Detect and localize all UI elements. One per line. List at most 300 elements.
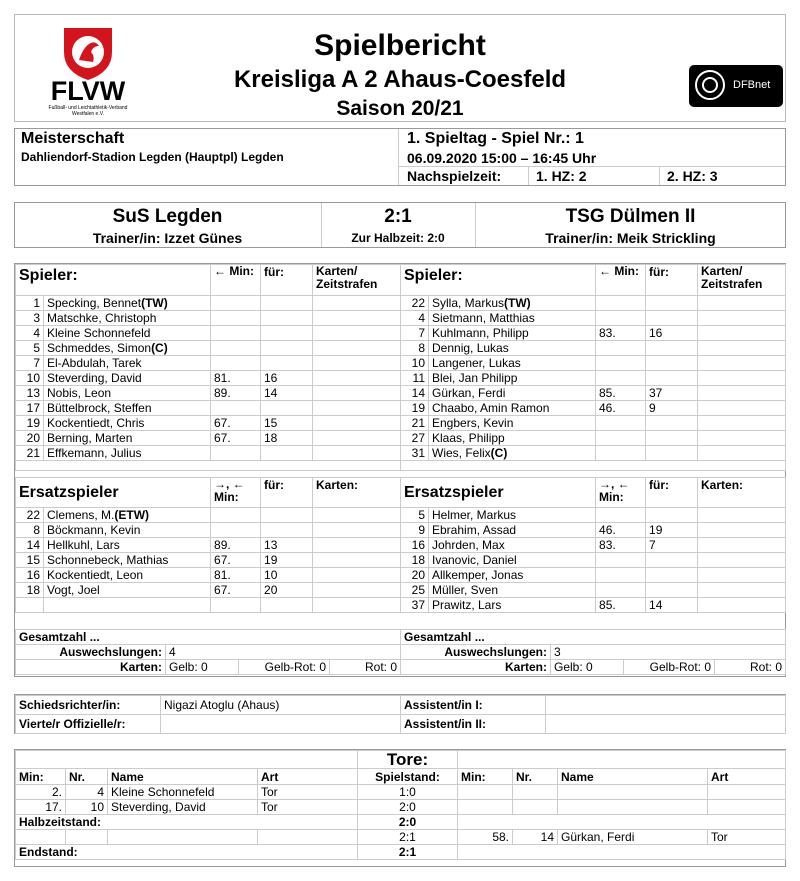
sub-for-number: 13 (261, 538, 313, 553)
player-cards (313, 296, 401, 311)
player-number: 9 (401, 523, 429, 538)
sub-for-number (646, 446, 698, 461)
player-name-cell (44, 401, 211, 416)
player-name-cell (429, 538, 596, 553)
cards-header: Karten/ Zeitstrafen (313, 265, 401, 296)
fourth-official-label: Vierte/r Offizielle/r: (16, 715, 161, 734)
player-number: 19 (16, 416, 44, 431)
sub-minute (211, 326, 261, 341)
player-cards (698, 446, 786, 461)
player-name-cell (429, 598, 596, 613)
sub-minute (211, 311, 261, 326)
sub-for-number (646, 356, 698, 371)
subs-header: Ersatzspieler (401, 478, 596, 508)
player-number: 22 (16, 508, 44, 523)
home-subs-table (15, 477, 401, 613)
sub-for-number: 10 (261, 568, 313, 583)
player-name: Blei, Jan Philipp (432, 371, 518, 385)
player-row (16, 446, 401, 461)
officials-table (15, 695, 786, 734)
player-name-cell (429, 326, 596, 341)
sub-minute (596, 371, 646, 386)
min-inout-header: →, ← Min: (211, 478, 261, 508)
cards-header: Karten: (698, 478, 786, 508)
player-name-cell (44, 568, 211, 583)
goal-scorer-number (66, 830, 108, 845)
goal-minute (16, 830, 66, 845)
sub-minute (596, 568, 646, 583)
red-count: Rot: 0 (715, 660, 786, 675)
player-cards (313, 326, 401, 341)
sub-minute (211, 296, 261, 311)
sub-minute (211, 446, 261, 461)
player-row (16, 598, 401, 613)
player-name: Kleine Schonnefeld (47, 326, 151, 340)
sub-minute: 85. (596, 598, 646, 613)
player-cards (313, 386, 401, 401)
player-name-cell (44, 431, 211, 446)
player-name: Kuhlmann, Philipp (432, 326, 529, 340)
goal-scorer-number: 4 (66, 785, 108, 800)
player-name: Langener, Lukas (432, 356, 521, 370)
player-cards (698, 553, 786, 568)
player-name: Chaabo, Amin Ramon (432, 401, 550, 415)
player-cards (313, 446, 401, 461)
player-cards (698, 356, 786, 371)
player-row (16, 416, 401, 431)
player-name-cell (429, 386, 596, 401)
goals-table (15, 750, 786, 860)
extra-time-hz1: 1. HZ: 2 (536, 168, 587, 184)
sub-for-number: 15 (261, 416, 313, 431)
player-name: Hellkuhl, Lars (47, 538, 120, 552)
player-role-tag: (TW) (141, 296, 168, 310)
player-number: 13 (16, 386, 44, 401)
player-row (16, 326, 401, 341)
player-name-cell (429, 583, 596, 598)
sub-for-number (646, 431, 698, 446)
player-name: Clemens, M. (47, 508, 115, 522)
red-count: Rot: 0 (330, 660, 401, 675)
away-subs-table (400, 477, 786, 613)
sub-for-number (646, 568, 698, 583)
yellow-count: Gelb: 0 (551, 660, 624, 675)
matchday-text: 1. Spieltag - Spiel Nr.: 1 (407, 130, 584, 147)
player-name: Effkemann, Julius (47, 446, 142, 460)
cards-header: Karten: (313, 478, 401, 508)
goal-nr-header: Nr. (66, 769, 108, 785)
goal-scorer-number (513, 800, 558, 815)
player-number: 5 (16, 341, 44, 356)
sub-minute: 67. (211, 553, 261, 568)
player-cards (698, 371, 786, 386)
goal-type (708, 800, 786, 815)
referee-name: Nigazi Atoglu (Ahaus) (161, 696, 401, 715)
player-number: 20 (401, 568, 429, 583)
player-cards (313, 598, 401, 613)
sub-for-number: 16 (261, 371, 313, 386)
player-name-cell (429, 371, 596, 386)
fuer-header: für: (261, 265, 313, 296)
goal-running-score: 1:0 (358, 785, 458, 800)
dfbnet-text: DFBnet (733, 79, 771, 91)
venue-text: Dahliendorf-Stadion Legden (Hauptpl) Legden (21, 150, 284, 164)
player-row (16, 508, 401, 523)
player-name: Ebrahim, Assad (432, 523, 517, 537)
player-name: Gürkan, Ferdi (432, 386, 506, 400)
player-name-cell (429, 311, 596, 326)
subs-count-label: Auswechslungen: (401, 645, 551, 660)
sub-for-number (261, 341, 313, 356)
sub-for-number (646, 371, 698, 386)
player-name-cell (44, 553, 211, 568)
sub-for-number (261, 523, 313, 538)
cards-total-label: Karten: (16, 660, 166, 675)
player-cards (313, 431, 401, 446)
sub-minute (211, 508, 261, 523)
sub-for-number: 37 (646, 386, 698, 401)
sub-minute: 83. (596, 538, 646, 553)
goal-type: Tor (708, 830, 786, 845)
player-cards (698, 401, 786, 416)
player-number: 8 (401, 341, 429, 356)
player-cards (698, 568, 786, 583)
player-name: Schonnebeck, Mathias (47, 553, 169, 567)
player-name: Dennig, Lukas (432, 341, 509, 355)
sub-minute: 89. (211, 538, 261, 553)
player-name: Helmer, Markus (432, 508, 517, 522)
player-name-cell (44, 523, 211, 538)
goal-type (708, 785, 786, 800)
home-coach: Trainer/in: Izzet Günes (92, 230, 243, 246)
player-name-cell (429, 523, 596, 538)
player-name-cell (44, 583, 211, 598)
subs-count: 4 (166, 645, 401, 660)
player-cards (313, 508, 401, 523)
player-name: Ivanovic, Daniel (432, 553, 517, 567)
player-row (401, 583, 786, 598)
sub-minute: 67. (211, 431, 261, 446)
player-name-cell (44, 446, 211, 461)
player-cards (313, 583, 401, 598)
player-name-cell (44, 371, 211, 386)
player-cards (698, 598, 786, 613)
player-row (16, 386, 401, 401)
sub-for-number (646, 341, 698, 356)
sub-minute (596, 583, 646, 598)
player-number: 37 (401, 598, 429, 613)
halftime-score-value: 2:0 (358, 815, 458, 830)
sub-minute: 89. (211, 386, 261, 401)
player-cards (698, 386, 786, 401)
player-cards (313, 371, 401, 386)
sub-for-number (646, 508, 698, 523)
player-cards (698, 311, 786, 326)
final-label: Endstand: (16, 845, 358, 860)
assistant2-label: Assistent/in II: (401, 715, 546, 734)
player-number: 5 (401, 508, 429, 523)
player-name-cell (429, 446, 596, 461)
player-name: Nobis, Leon (47, 386, 112, 400)
yellow-count: Gelb: 0 (166, 660, 239, 675)
sub-minute (596, 431, 646, 446)
sub-for-number (646, 553, 698, 568)
player-name-cell (429, 356, 596, 371)
player-name: Vogt, Joel (47, 583, 100, 597)
player-row (16, 311, 401, 326)
player-role-tag: (TW) (504, 296, 531, 310)
player-number: 8 (16, 523, 44, 538)
subs-count: 3 (551, 645, 786, 660)
player-cards (698, 416, 786, 431)
player-row (401, 386, 786, 401)
player-name: Müller, Sven (432, 583, 499, 597)
player-number: 1 (16, 296, 44, 311)
player-name-cell (44, 341, 211, 356)
player-name-cell (429, 431, 596, 446)
min-out-header: ← Min: (596, 265, 646, 296)
player-number: 11 (401, 371, 429, 386)
player-name-cell (429, 568, 596, 583)
player-cards (313, 568, 401, 583)
player-number: 7 (401, 326, 429, 341)
away-totals (400, 629, 786, 675)
sub-for-number: 14 (646, 598, 698, 613)
goal-scorer-name (108, 830, 258, 845)
player-cards (313, 311, 401, 326)
player-name-cell (429, 508, 596, 523)
player-number: 10 (16, 371, 44, 386)
sub-minute (596, 341, 646, 356)
player-name: Sylla, Markus (432, 296, 505, 310)
assistant2-name (546, 715, 786, 734)
player-cards (313, 416, 401, 431)
player-cards (313, 538, 401, 553)
player-number: 3 (16, 311, 44, 326)
player-name: Wies, Felix (432, 446, 491, 460)
sub-minute (596, 416, 646, 431)
sub-for-number (261, 446, 313, 461)
player-cards (313, 523, 401, 538)
goal-nr-header: Nr. (513, 769, 558, 785)
sub-for-number: 20 (261, 583, 313, 598)
sub-for-number (261, 311, 313, 326)
goal-minute: 2. (16, 785, 66, 800)
assistant1-name (546, 696, 786, 715)
min-inout-header: →, ← Min: (596, 478, 646, 508)
player-row (16, 523, 401, 538)
competition-label: Meisterschaft (21, 130, 125, 147)
player-name: Engbers, Kevin (432, 416, 514, 430)
player-name-cell (44, 311, 211, 326)
player-name-cell (429, 341, 596, 356)
player-row (16, 583, 401, 598)
player-name: Prawitz, Lars (432, 598, 502, 612)
player-number: 19 (401, 401, 429, 416)
goal-minute: 17. (16, 800, 66, 815)
fourth-official-name (161, 715, 401, 734)
player-number: 31 (401, 446, 429, 461)
player-name: El-Abdulah, Tarek (47, 356, 142, 370)
yellowred-count: Gelb-Rot: 0 (239, 660, 330, 675)
sub-for-number (261, 326, 313, 341)
player-row (16, 553, 401, 568)
player-cards (313, 341, 401, 356)
player-cards (698, 583, 786, 598)
player-number: 21 (401, 416, 429, 431)
player-number: 16 (401, 538, 429, 553)
final-score-value: 2:1 (358, 845, 458, 860)
match-meta (14, 128, 786, 186)
goal-scorer-name (558, 800, 708, 815)
player-cards (698, 523, 786, 538)
final-score: 2:1 (384, 206, 412, 227)
player-number: 22 (401, 296, 429, 311)
sub-for-number (646, 296, 698, 311)
player-number: 7 (16, 356, 44, 371)
extra-time-label: Nachspielzeit: (407, 168, 502, 184)
player-number: 17 (16, 401, 44, 416)
sub-minute (596, 311, 646, 326)
away-team-name: TSG Dülmen II (565, 206, 696, 227)
player-row (401, 401, 786, 416)
player-number: 15 (16, 553, 44, 568)
player-row (16, 296, 401, 311)
player-name-cell (44, 416, 211, 431)
fuer-header: für: (261, 478, 313, 508)
sub-for-number: 16 (646, 326, 698, 341)
player-name: Berning, Marten (47, 431, 133, 445)
player-name: Sietmann, Matthias (432, 311, 535, 325)
goal-minute: 58. (458, 830, 513, 845)
player-row (16, 341, 401, 356)
player-number: 14 (401, 386, 429, 401)
goal-min-header: Min: (458, 769, 513, 785)
sub-minute: 67. (211, 416, 261, 431)
sub-minute (596, 508, 646, 523)
sub-minute: 46. (596, 523, 646, 538)
player-name-cell (44, 296, 211, 311)
home-lineup-table (15, 264, 401, 471)
match-result (14, 202, 786, 248)
player-row (401, 371, 786, 386)
sub-for-number: 19 (646, 523, 698, 538)
goal-running-score: 2:0 (358, 800, 458, 815)
player-number (16, 598, 44, 613)
goals-title: Tore: (358, 751, 458, 769)
dfb-emblem-icon (695, 70, 725, 100)
player-name-cell (44, 508, 211, 523)
player-name: Allkemper, Jonas (432, 568, 524, 582)
player-name-cell (44, 386, 211, 401)
datetime-text: 06.09.2020 15:00 – 16:45 Uhr (407, 150, 597, 166)
sub-for-number: 7 (646, 538, 698, 553)
player-number: 16 (16, 568, 44, 583)
player-name-cell (44, 598, 211, 613)
player-row (16, 568, 401, 583)
player-row (401, 431, 786, 446)
goal-row (16, 785, 786, 800)
sub-for-number: 19 (261, 553, 313, 568)
league-title: Kreisliga A 2 Ahaus-Coesfeld (233, 66, 567, 93)
yellowred-count: Gelb-Rot: 0 (624, 660, 715, 675)
final-row (16, 845, 786, 860)
sub-minute (211, 341, 261, 356)
player-name: Kockentiedt, Leon (47, 568, 144, 582)
season-title: Saison 20/21 (336, 97, 464, 120)
goal-scorer-name: Kleine Schonnefeld (108, 785, 258, 800)
spacer-row (16, 461, 401, 471)
player-number: 4 (401, 311, 429, 326)
player-number: 20 (16, 431, 44, 446)
player-row (401, 598, 786, 613)
player-number: 27 (401, 431, 429, 446)
sub-for-number (646, 583, 698, 598)
player-name-cell (44, 538, 211, 553)
sub-for-number (261, 508, 313, 523)
sub-minute (596, 446, 646, 461)
goal-scorer-number: 10 (66, 800, 108, 815)
dfbnet-logo (689, 65, 783, 107)
player-cards (698, 341, 786, 356)
goal-type: Tor (258, 785, 358, 800)
goal-type-header: Art (258, 769, 358, 785)
goal-scorer-name: Gürkan, Ferdi (558, 830, 708, 845)
player-number: 18 (401, 553, 429, 568)
player-number: 14 (16, 538, 44, 553)
player-cards (313, 356, 401, 371)
sub-minute: 67. (211, 583, 261, 598)
goal-type (258, 830, 358, 845)
sub-minute (211, 523, 261, 538)
sub-for-number (646, 416, 698, 431)
sub-minute (596, 553, 646, 568)
goal-scorer-number: 14 (513, 830, 558, 845)
spacer-row (401, 461, 786, 471)
sub-for-number: 14 (261, 386, 313, 401)
sub-minute: 83. (596, 326, 646, 341)
player-role-tag: (ETW) (114, 508, 150, 522)
player-role-tag: (C) (490, 446, 508, 460)
player-name-cell (44, 356, 211, 371)
player-name: Schmeddes, Simon (47, 341, 152, 355)
goal-scorer-number (513, 785, 558, 800)
goal-type-header: Art (708, 769, 786, 785)
player-name-cell (429, 553, 596, 568)
player-number: 18 (16, 583, 44, 598)
goal-type: Tor (258, 800, 358, 815)
player-cards (698, 326, 786, 341)
sub-minute: 46. (596, 401, 646, 416)
sub-for-number (261, 296, 313, 311)
player-row (16, 431, 401, 446)
player-name: Büttelbrock, Steffen (47, 401, 152, 415)
player-name-cell (429, 296, 596, 311)
sub-for-number: 18 (261, 431, 313, 446)
sub-minute (211, 356, 261, 371)
sub-minute: 85. (596, 386, 646, 401)
player-row (401, 416, 786, 431)
player-row (401, 446, 786, 461)
player-name: Böckmann, Kevin (47, 523, 141, 537)
player-name: Matschke, Christoph (47, 311, 157, 325)
referee-label: Schiedsrichter/in: (16, 696, 161, 715)
min-out-header: ← Min: (211, 265, 261, 296)
player-number: 21 (16, 446, 44, 461)
player-cards (698, 431, 786, 446)
away-lineup-table (400, 264, 786, 471)
goal-scorer-name (558, 785, 708, 800)
